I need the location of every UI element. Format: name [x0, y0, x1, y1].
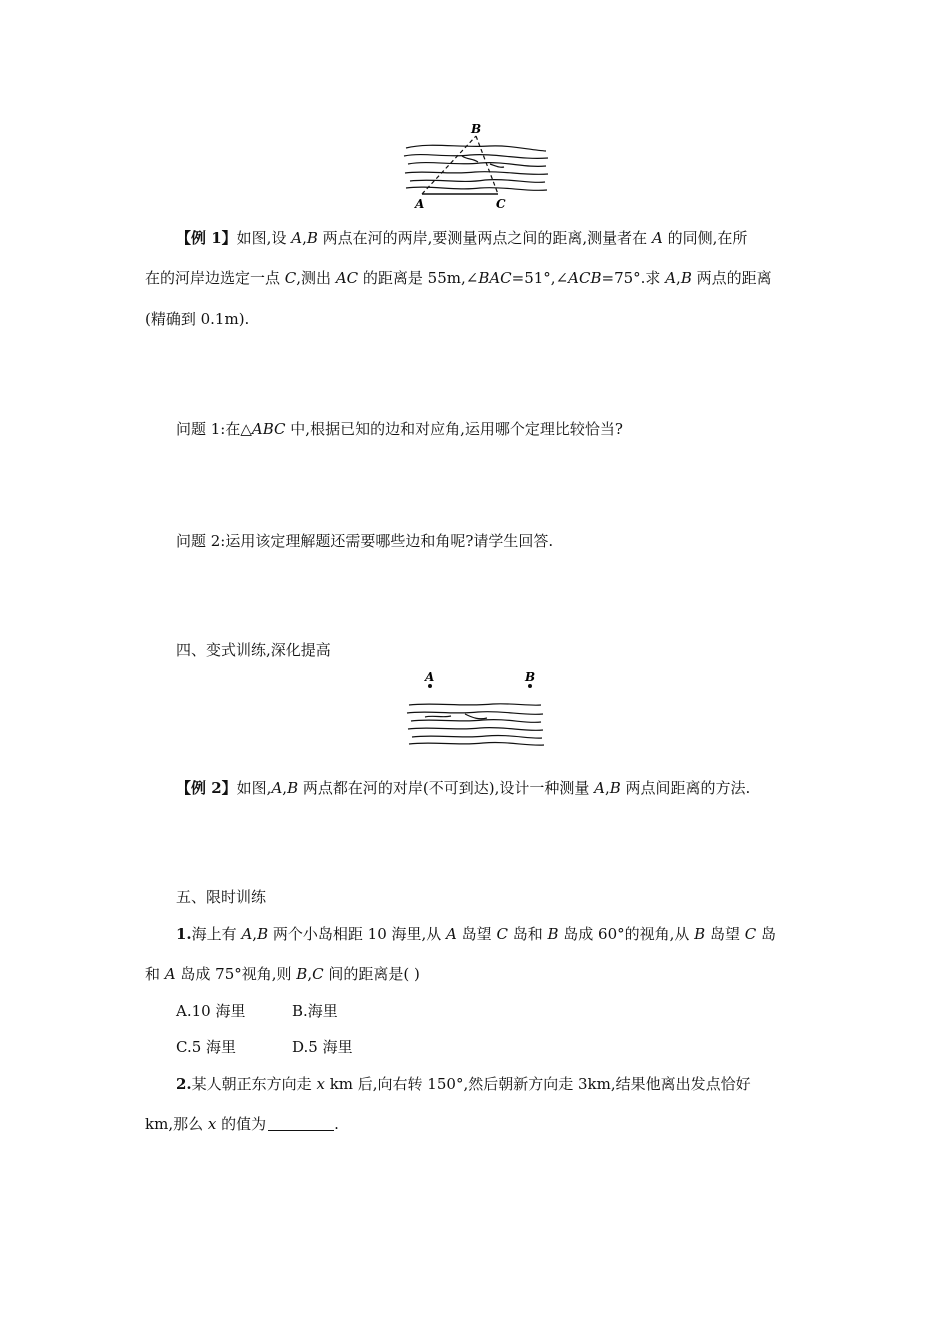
problem2-number: 2. — [176, 1075, 192, 1093]
figure1-label-b: B — [471, 122, 482, 136]
section4-title: 四、变式训练,深化提高 — [176, 641, 331, 659]
problem1-option-d: D.5 海里 — [292, 1038, 353, 1056]
problem1-option-c: C.5 海里 — [176, 1038, 237, 1056]
figure1-label-a: A — [415, 197, 425, 210]
example1-line3: (精确到 0.1m). — [145, 310, 250, 328]
example2: 【例 2】如图,A,B 两点都在河的对岸(不可到达),设计一种测量 A,B 两点间距离的方法. — [176, 779, 751, 797]
problem2-line1: 2.某人朝正东方向走 x km 后,向右转 150°,然后朝新方向走 3km,结果他离出发点恰好 — [176, 1075, 751, 1093]
problem1-option-a: A.10 海里 — [176, 1002, 246, 1020]
example1-line1: 【例 1】如图,设 A,B 两点在河的两岸,要测量两点之间的距离,测量者在 A 的同侧,在所 — [176, 229, 748, 247]
river-triangle-figure — [400, 118, 552, 210]
example2-tag: 【例 2】 — [176, 779, 237, 797]
answer-blank — [268, 1116, 334, 1131]
problem1-line2: 和 A 岛成 75°视角,则 B,C 间的距离是( ) — [145, 965, 420, 983]
figure2-label-b: B — [525, 670, 536, 684]
example1-line2: 在的河岸边选定一点 C,测出 AC 的距离是 55m,∠BAC=51°,∠ACB=75°.求 A,B 两点的距离 — [145, 269, 772, 287]
problem1-option-b: B.海里 — [292, 1002, 338, 1020]
problem1-line1: 1.海上有 A,B 两个小岛相距 10 海里,从 A 岛望 C 岛和 B 岛成 60°的视角,从 B 岛望 C 岛 — [176, 925, 777, 943]
problem2-line2: km,那么 x 的值为 . — [145, 1115, 339, 1133]
example1-tag: 【例 1】 — [176, 229, 237, 247]
figure2-label-a: A — [425, 670, 435, 684]
problem1-number: 1. — [176, 925, 192, 943]
river-points-figure — [403, 668, 548, 750]
question1: 问题 1:在△ABC 中,根据已知的边和对应角,运用哪个定理比较恰当? — [176, 420, 623, 438]
question2: 问题 2:运用该定理解题还需要哪些边和角呢?请学生回答. — [176, 532, 554, 550]
section5-title: 五、限时训练 — [176, 888, 267, 906]
figure1-label-c: C — [496, 197, 506, 210]
